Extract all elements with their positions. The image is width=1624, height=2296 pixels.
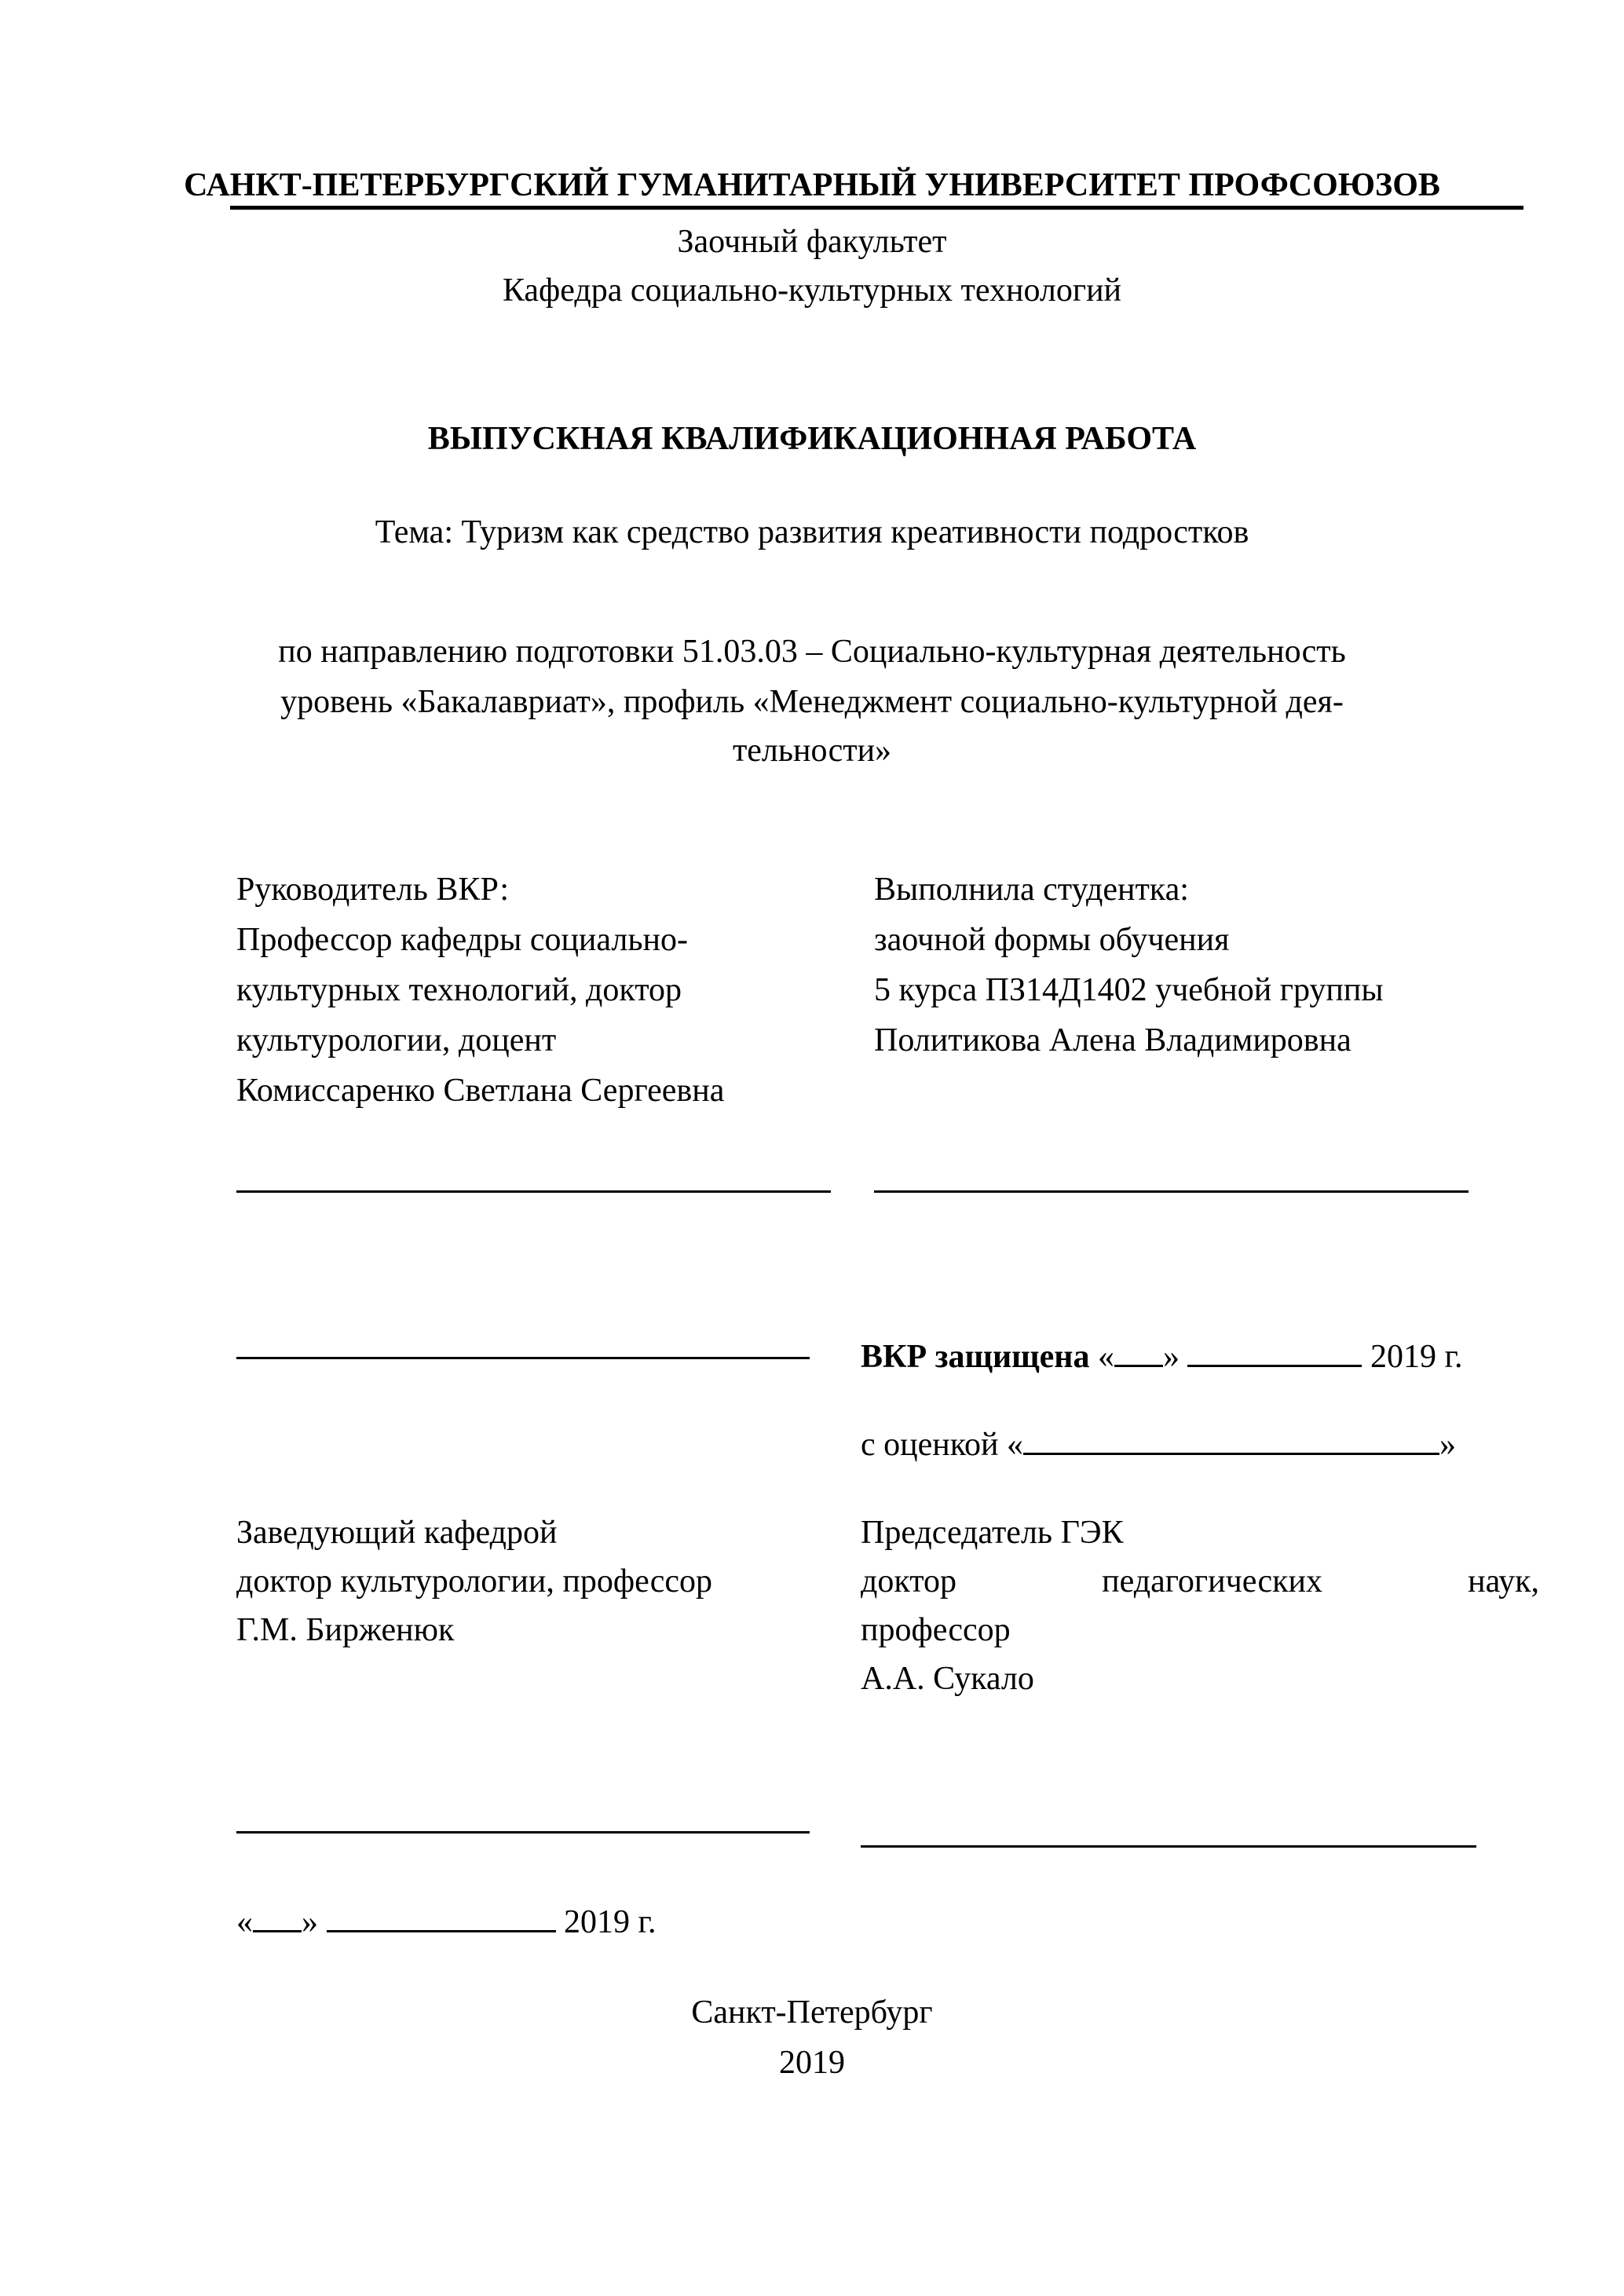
grade-label: с оценкой « <box>861 1427 1023 1463</box>
defense-line <box>861 1340 1462 1373</box>
gek-chair-name: А.А. Сукало <box>861 1661 1034 1697</box>
city: Санкт-Петербург <box>691 1994 933 2031</box>
head-degree: доктор культурологии, профессор <box>236 1563 713 1600</box>
gek-chair-title: Председатель ГЭК <box>861 1515 1124 1551</box>
student-name: Политикова Алена Владимировна <box>874 1022 1352 1058</box>
defense-year: 2019 г. <box>1370 1339 1463 1375</box>
faculty-name: Заочный факультет <box>677 224 947 260</box>
open-quote: « <box>1097 1339 1114 1375</box>
direction-line-1: по направлению подготовки 51.03.03 – Социально-культурная деятельность <box>278 634 1346 670</box>
gek-degree-word: доктор <box>861 1563 957 1600</box>
head-title: Заведующий кафедрой <box>236 1515 558 1551</box>
date-month-blank[interactable] <box>327 1905 556 1932</box>
date-year: 2019 г. <box>564 1904 657 1940</box>
university-name: САНКТ-ПЕТЕРБУРГСКИЙ ГУМАНИТАРНЫЙ УНИВЕРСИТЕТ ПРОФСОЮЗОВ <box>184 167 1440 203</box>
header-rule <box>230 206 1523 210</box>
gek-degree-word: педагогических <box>1102 1563 1322 1600</box>
date-day-blank[interactable] <box>253 1905 302 1932</box>
supervisor-line: культурологии, доцент <box>236 1022 557 1058</box>
gek-chair-degree <box>861 1565 1539 1598</box>
supervisor-name: Комиссаренко Светлана Сергеевна <box>236 1073 725 1109</box>
supervisor-line: Профессор кафедры социально- <box>236 922 688 958</box>
gek-degree-word: наук, <box>1468 1563 1539 1600</box>
date-close-quote: » <box>302 1904 318 1940</box>
student-line: заочной формы обучения <box>874 922 1230 958</box>
direction-line-3: тельности» <box>732 733 892 769</box>
year: 2019 <box>779 2045 845 2081</box>
supervisor-line: культурных технологий, доктор <box>236 972 682 1008</box>
student-label: Выполнила студентка: <box>874 872 1189 908</box>
date-line <box>236 1905 657 1939</box>
document-type: ВЫПУСКНАЯ КВАЛИФИКАЦИОННАЯ РАБОТА <box>427 421 1197 457</box>
department-name: Кафедра социально-культурных технологий <box>502 272 1122 309</box>
head-signature-line[interactable] <box>236 1831 810 1834</box>
student-signature-line[interactable] <box>874 1190 1469 1193</box>
supervisor-signature-line[interactable] <box>236 1190 831 1193</box>
date-open-quote: « <box>236 1904 253 1940</box>
grade-line <box>861 1428 1456 1461</box>
signature-line[interactable] <box>236 1357 810 1359</box>
defense-month-blank[interactable] <box>1187 1340 1362 1367</box>
gek-chair-signature-line[interactable] <box>861 1845 1476 1848</box>
head-name: Г.М. Бирженюк <box>236 1612 455 1648</box>
defense-day-blank[interactable] <box>1114 1340 1163 1367</box>
direction-line-2: уровень «Бакалавриат», профиль «Менеджмент социально-культурной дея- <box>280 684 1344 720</box>
student-line: 5 курса ПЗ14Д1402 учебной группы <box>874 972 1384 1008</box>
gek-chair-rank: профессор <box>861 1612 1011 1648</box>
grade-close-quote: » <box>1439 1427 1456 1463</box>
topic: Тема: Туризм как средство развития креативности подростков <box>375 514 1249 550</box>
supervisor-label: Руководитель ВКР: <box>236 872 510 908</box>
defense-label: ВКР защищена <box>861 1339 1090 1375</box>
close-quote: » <box>1162 1339 1180 1375</box>
grade-blank[interactable] <box>1023 1428 1439 1455</box>
